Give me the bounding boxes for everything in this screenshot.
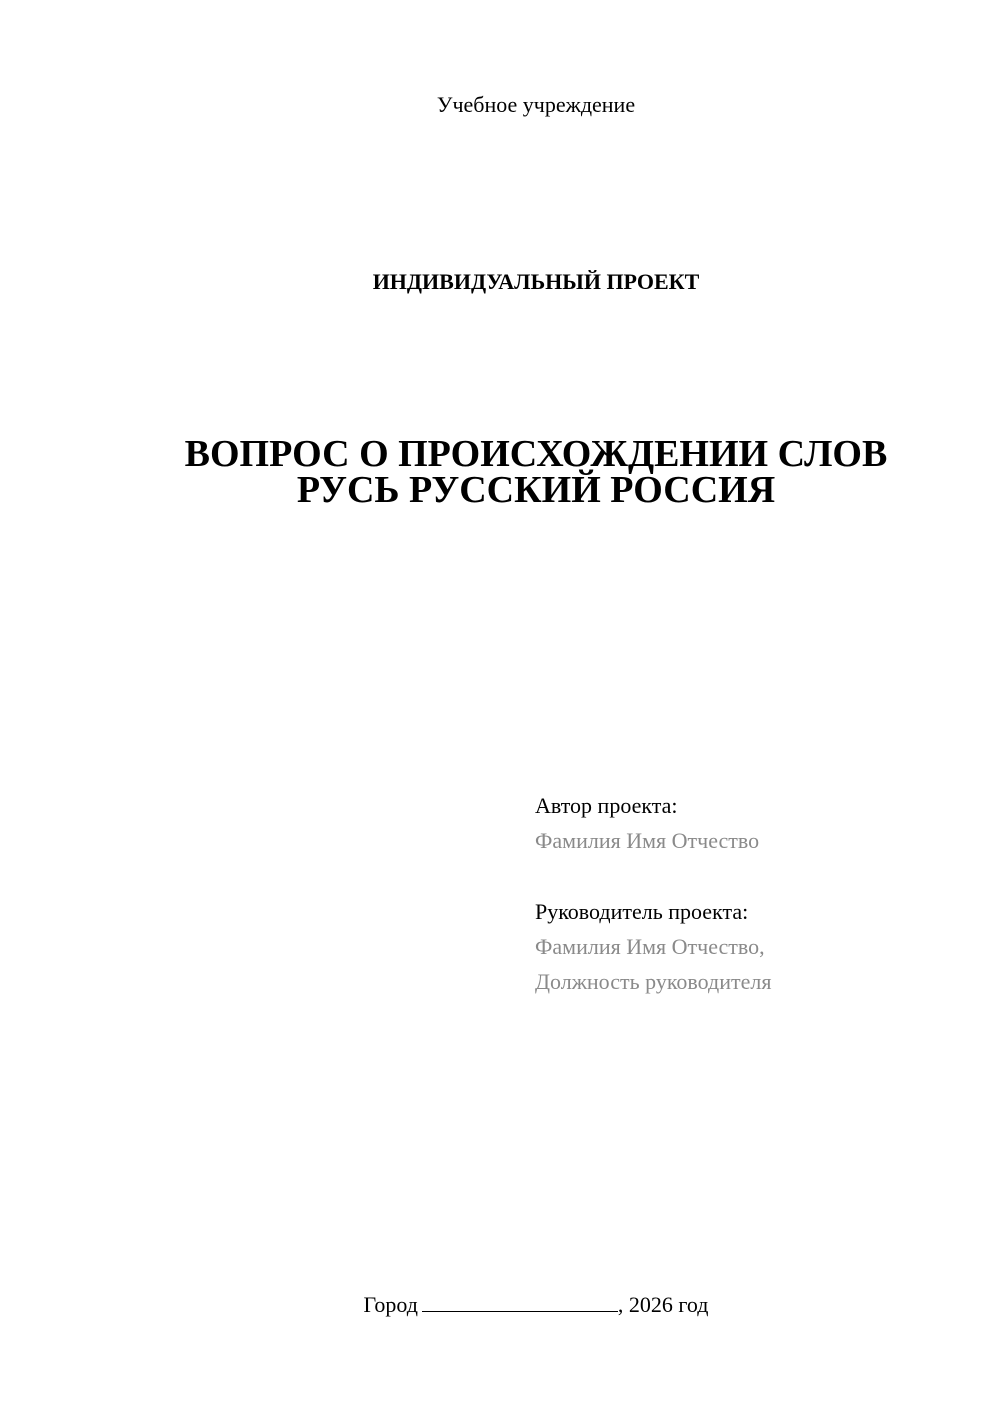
- project-title-line-2: РУСЬ РУССКИЙ РОССИЯ: [296, 469, 776, 511]
- supervisor-position-placeholder: Должность руководителя: [535, 969, 772, 994]
- institution-name: Учебное учреждение: [436, 92, 636, 117]
- author-name-placeholder: Фамилия Имя Отчество: [535, 828, 760, 853]
- city-label: Город: [363, 1292, 418, 1317]
- project-info-block: [535, 788, 975, 999]
- project-title: [0, 433, 1000, 511]
- city-year-line: [0, 1290, 1000, 1320]
- project-title-line-1: ВОПРОС О ПРОИСХОЖДЕНИИ СЛОВ: [184, 433, 888, 475]
- info-spacer: [535, 858, 975, 894]
- document-type: ИНДИВИДУАЛЬНЫЙ ПРОЕКТ: [372, 269, 700, 294]
- year-text: , 2026 год: [617, 1292, 709, 1317]
- author-label: Автор проекта:: [535, 793, 678, 818]
- supervisor-name-placeholder: Фамилия Имя Отчество,: [535, 934, 765, 959]
- city-blank-line: [422, 1291, 618, 1312]
- supervisor-label: Руководитель проекта:: [535, 899, 749, 924]
